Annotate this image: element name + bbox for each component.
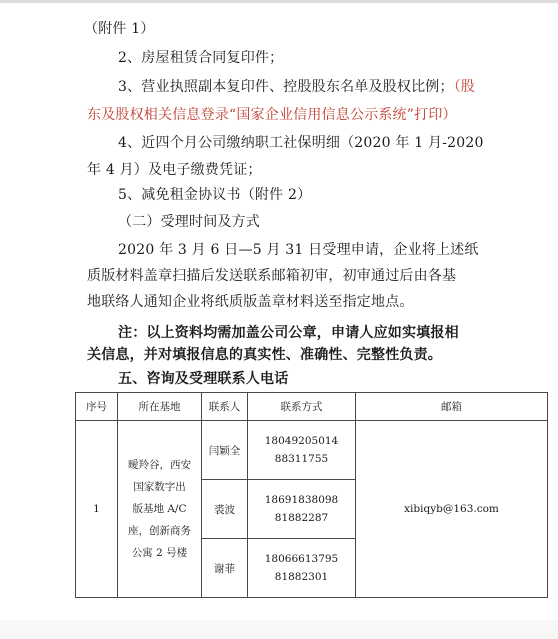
header-email: 邮箱 — [356, 393, 548, 421]
paragraph-time-3: 地联络人通知企业将纸质版盖章材料送至指定地点。 — [87, 294, 414, 310]
note-line-2: 关信息，并对填报信息的真实性、准确性、完整性负责。 — [87, 347, 442, 363]
contact-name: 闫颖全 — [202, 421, 248, 480]
header-contact: 联系人 — [202, 393, 248, 421]
section-heading-2: （二）受理时间及方式 — [118, 214, 260, 230]
header-index: 序号 — [76, 393, 118, 421]
item-3-text: 3、营业执照副本复印件、控股股东名单及股权比例； — [118, 79, 454, 95]
phone-mobile: 18066613795 — [264, 553, 339, 565]
base-line: 国家数字出 — [133, 481, 186, 493]
base-line: 曖羚谷，西安 — [128, 459, 191, 471]
base-line: 座，创新商务 — [128, 525, 191, 537]
section-heading-5: 五、咨询及受理联系人电话 — [118, 371, 289, 387]
item-4-continuation: 年 4 月）及电子缴费凭证； — [87, 162, 262, 178]
paragraph-time-1: 2020 年 3 月 6 日—5 月 31 日受理申请，企业将上述纸 — [118, 242, 479, 258]
bottom-margin — [0, 620, 558, 639]
note-line-1: 注：以上资料均需加盖公司公章，申请人应如实填报相 — [118, 325, 459, 341]
row-index: 1 — [76, 421, 118, 598]
row-base — [118, 421, 202, 598]
item-3 — [118, 77, 475, 97]
phone-landline: 81882301 — [274, 571, 329, 583]
phone-mobile: 18049205014 — [264, 435, 339, 447]
paragraph-time-2: 质版材料盖章扫描后发送联系邮箱初审，初审通过后由各基 — [87, 268, 457, 284]
header-phone: 联系方式 — [248, 393, 356, 421]
contact-name: 谢菲 — [202, 539, 248, 598]
phone-mobile: 18691838098 — [264, 494, 339, 506]
phone-landline: 81882287 — [274, 512, 329, 524]
item-2: 2、房屋租赁合同复印件； — [118, 50, 284, 66]
base-line: 版基地 A/C — [132, 503, 187, 515]
item-5: 5、减免租金协议书（附件 2） — [118, 187, 312, 203]
contact-phones — [248, 480, 356, 539]
phone-landline: 88311755 — [274, 453, 329, 465]
item-3-continuation: 东及股权相关信息登录“国家企业信用信息公示系统”打印） — [87, 107, 457, 123]
contact-name: 裘波 — [202, 480, 248, 539]
base-line: 公寓 2 号楼 — [131, 547, 188, 559]
contact-phones — [248, 539, 356, 598]
item-3-red-start: （股 — [453, 79, 476, 95]
table-row — [76, 421, 548, 480]
contact-table — [75, 392, 548, 598]
contact-phones — [248, 421, 356, 480]
row-email: xibiqyb@163.com — [356, 421, 548, 598]
table-header-row — [76, 393, 548, 421]
item-4: 4、近四个月公司缴纳职工社保明细（2020 年 1 月-2020 — [118, 135, 484, 151]
attachment-note: （附件 1） — [84, 21, 155, 37]
top-divider — [0, 0, 558, 3]
header-base: 所在基地 — [118, 393, 202, 421]
